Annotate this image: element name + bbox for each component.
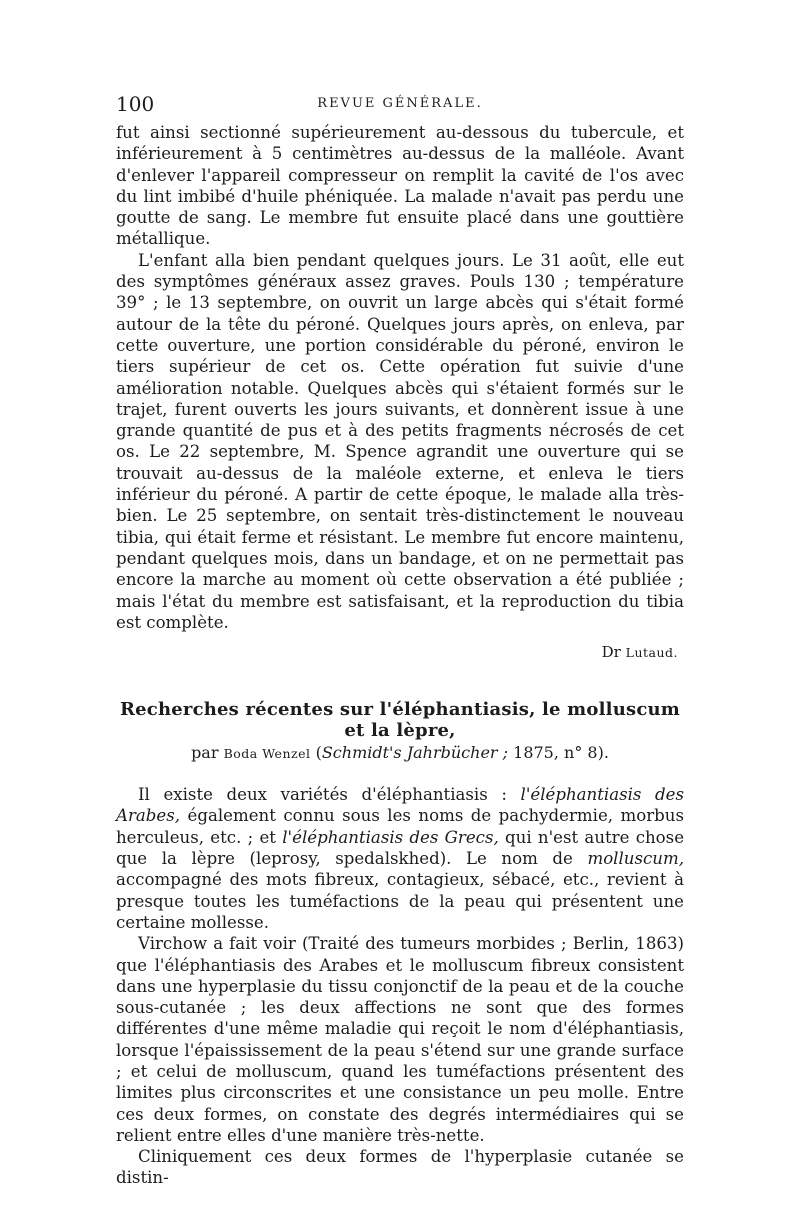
article-heading: Recherches récentes sur l'éléphantiasis, le molluscum et la lèpre, — [119, 699, 681, 742]
page-header — [116, 92, 684, 122]
p1-part-g: accompagné des mots fibreux, contagieux, sébacé, etc., revient à presque toutes les tuméfactions de la peau qui présentent une certaine mollesse. — [116, 870, 684, 932]
p1-part-a: Il existe deux variétés d'éléphantiasis : — [138, 785, 507, 805]
byline-prefix: par — [191, 743, 219, 763]
p1-term-grecs: l'éléphantiasis des Grecs, — [282, 827, 499, 847]
byline-source-detail: 1875, n° 8). — [513, 743, 609, 763]
p1-part-e: qui n'est autre chose que la lèpre (leprosy, spedalskhed). Le nom de — [116, 827, 685, 869]
paragraph-continuation: fut ainsi sectionné supérieurement au-dessous du tubercule, et inférieurement à 5 centimètres au-dessus de la malléole. Avant d'enlever l'appareil compresseur on remplit la cavité de l'os avec du lint imbibé d'huile phéniquée. La malade n'avait pas perdu une goutte de sang. Le membre fut ensuite placé dans une gouttière métallique. — [116, 123, 684, 249]
article-paragraph-2: Virchow a fait voir (Traité des tumeurs morbides ; Berlin, 1863) que l'éléphantiasis des Arabes et le molluscum fibreux consistent dans une hyperplasie du tissu conjonctif de la peau et de la couche sous-cutanée ; les deux affections ne sont que des formes différentes d'une même maladie qui reçoit le nom d'éléphantiasis, lorsque l'épaississement de la peau s'étend sur une grande surface ; et celui de molluscum, quand les tuméfactions présentent des limites plus circonscrites et une consistance un peu molle. Entre ces deux formes, on constate des degrés intermédiaires qui se relient entre elles d'une manière très-nette. — [116, 934, 684, 1145]
article-paragraph-1 — [116, 784, 684, 933]
p1-term-molluscum: molluscum, — [587, 849, 684, 869]
byline-source-open: ( — [315, 743, 322, 763]
signature-name: Lutaud. — [625, 645, 678, 661]
article-paragraph-3: Cliniquement ces deux formes de l'hyperplasie cutanée se distin- — [116, 1147, 684, 1188]
page-number: 100 — [116, 92, 155, 116]
page — [116, 92, 684, 1189]
byline-source: Schmidt's Jahrbücher ; — [321, 743, 509, 763]
paragraph-case-report: L'enfant alla bien pendant quelques jours. Le 31 août, elle eut des symptômes généraux assez graves. Pouls 130 ; température 39° ; le 13 septembre, on ouvrit un large abcès qui s'était formé autour de la tête du péroné. Quelques jours après, on enleva, par cette ouverture, une portion considérable du péroné, environ le tiers supérieur de cet os. Cette opération fut suivie d'une amélioration notable. Quelques abcès qui s'étaient formés sur le trajet, furent ouverts les jours suivants, et donnèrent issue à une grande quantité de pus et à des petits fragments nécrosés de cet os. Le 22 septembre, M. Spence agrandit une ouverture qui se trouvait au-dessus de la maléole externe, et enleva le tiers inférieur du péroné. A partir de cette époque, le malade alla très-bien. Le 25 septembre, on sentait très-distinctement le nouveau tibia, qui était ferme et résistant. Le membre fut encore maintenu, pendant quelques mois, dans un bandage, et on ne permettait pas encore la marche au moment où cette observation a été publiée ; mais l'état du membre est satisfaisant, et la reproduction du tibia est complète. — [116, 250, 684, 632]
author-signature — [116, 643, 678, 661]
running-title: REVUE GÉNÉRALE. — [317, 96, 483, 111]
p1-part-c: également connu sous les noms de pachydermie, morbus herculeus, etc. ; et — [116, 806, 685, 847]
signature-title: Dr — [601, 643, 621, 662]
byline-author: Boda Wenzel — [223, 746, 311, 762]
p1-term-arabes: l'éléphantiasis des Arabes, — [116, 785, 684, 826]
article-byline — [116, 743, 684, 762]
